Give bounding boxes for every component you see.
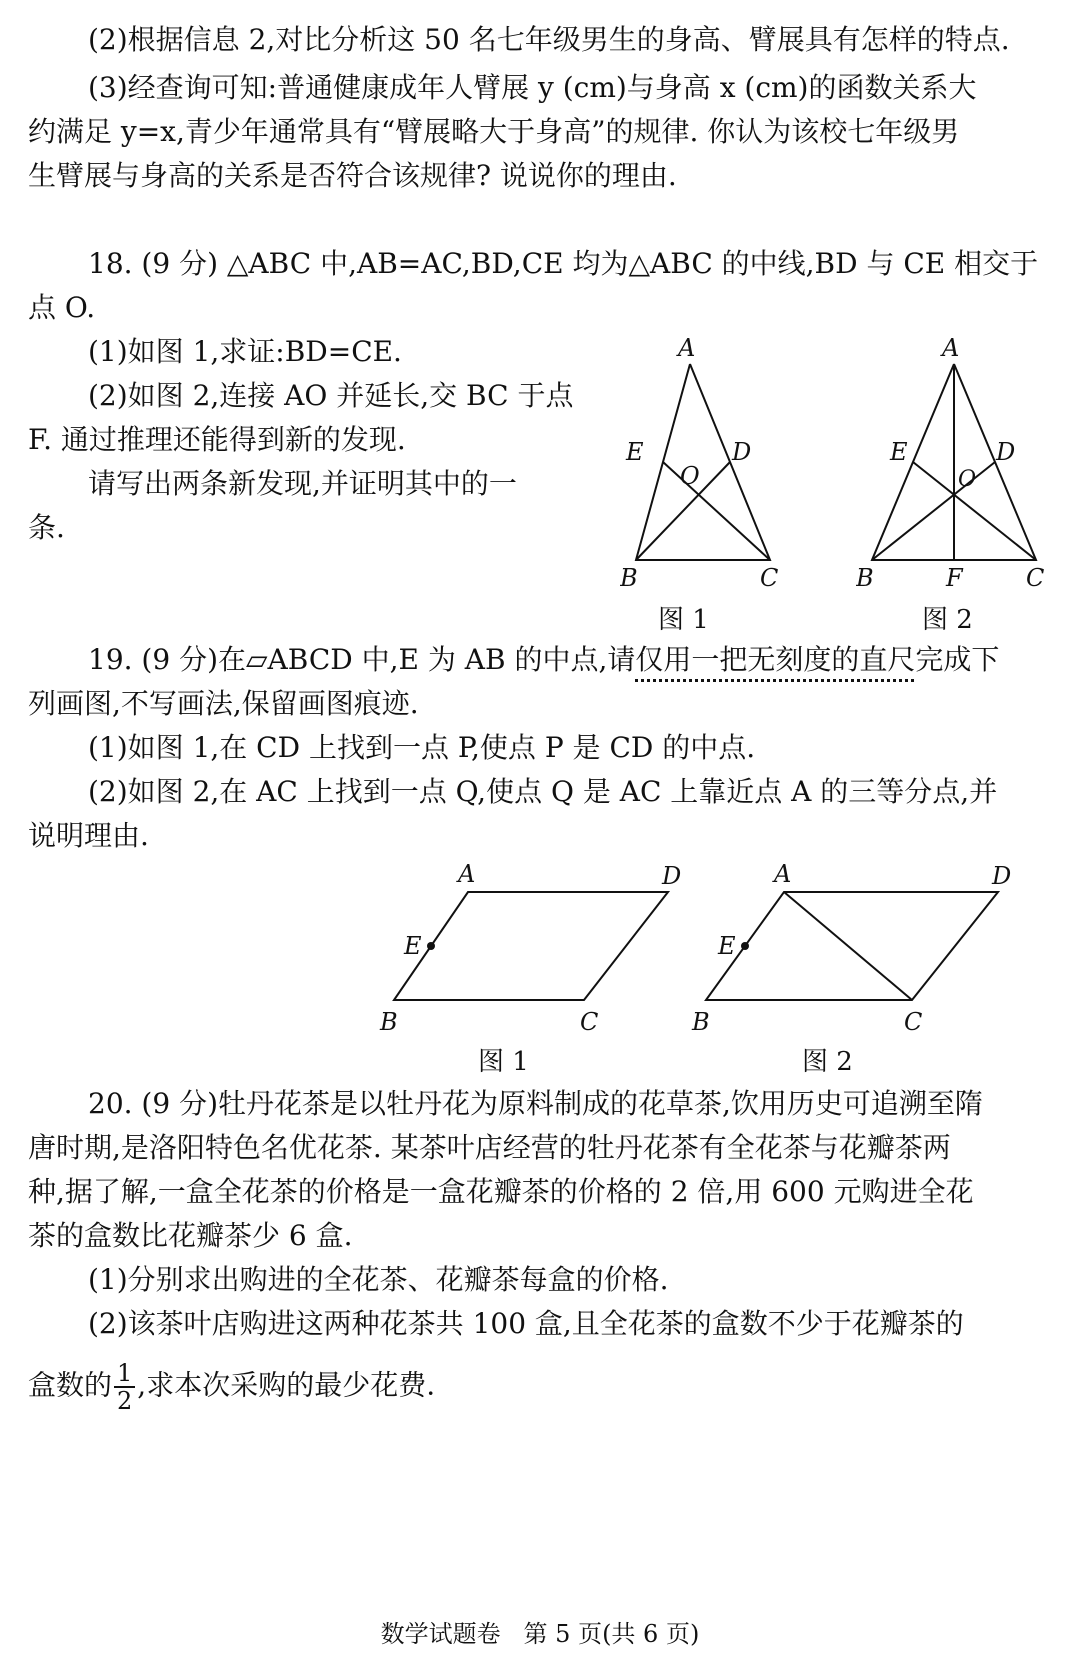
q19-emphasis <box>635 643 915 676</box>
label-B: B <box>620 564 638 592</box>
q20-stem-line4: 茶的盒数比花瓣茶少 6 盒. <box>28 1219 353 1252</box>
label-O: O <box>680 462 700 490</box>
label-A: A <box>942 336 960 362</box>
label-B: B <box>380 1008 398 1036</box>
label-O: O <box>958 467 977 492</box>
label-A: A <box>458 860 476 888</box>
fraction-denominator: 2 <box>117 1387 133 1415</box>
fraction-one-half <box>114 1360 135 1414</box>
q18-part2-line2: F. 通过推理还能得到新的发现. <box>28 423 406 456</box>
q19-figure-1 <box>378 860 698 1082</box>
label-F: F <box>946 564 963 592</box>
q17-part2: (2)根据信息 2,对比分析这 50 名七年级男生的身高、臂展具有怎样的特点. <box>88 23 1010 56</box>
figure-caption: 图 2 <box>922 605 973 635</box>
figure-caption: 图 2 <box>802 1047 853 1077</box>
point-E <box>741 942 749 950</box>
label-E: E <box>404 932 422 960</box>
q19-stem-part-a: 19. (9 分)在▱ABCD 中,E 为 AB 的中点,请 <box>88 643 636 676</box>
diagonal-AC <box>784 892 912 1000</box>
label-E: E <box>718 932 736 960</box>
q17-part3-line1: (3)经查询可知:普通健康成年人臂展 y (cm)与身高 x (cm)的函数关系大 <box>88 71 977 104</box>
q20-stem-line1: 20. (9 分)牡丹花茶是以牡丹花为原料制成的花草茶,饮用历史可追溯至隋 <box>88 1087 983 1120</box>
label-D: D <box>992 862 1012 890</box>
figure-caption: 图 1 <box>478 1047 529 1077</box>
q19-part2-line1: (2)如图 2,在 AC 上找到一点 Q,使点 Q 是 AC 上靠近点 A 的三等分点,并 <box>88 775 998 808</box>
label-E: E <box>890 438 908 466</box>
q18-stem-line1: 18. (9 分) △ABC 中,AB=AC,BD,CE 均为△ABC 的中线,BD 与 CE 相交于 <box>88 247 1039 280</box>
label-B: B <box>692 1008 710 1036</box>
q19-stem-part-c: 完成下 <box>915 643 1000 676</box>
label-A: A <box>774 860 792 888</box>
q20-part2-text-a: 盒数的 <box>28 1368 113 1402</box>
q19-emphasis-text: 仅用一把无刻度的直尺 <box>635 643 916 676</box>
parallelogram-ABCD <box>706 892 998 1000</box>
median-BD <box>872 462 995 560</box>
q17-part3-line2: 约满足 y=x,青少年通常具有“臂展略大于身高”的规律. 你认为该校七年级男 <box>28 115 960 148</box>
label-D: D <box>662 862 682 890</box>
label-E: E <box>626 438 644 466</box>
q17-part3-line3: 生臂展与身高的关系是否符合该规律? 说说你的理由. <box>28 159 677 192</box>
q18-part3-line1: 请写出两条新发现,并证明其中的一 <box>88 467 517 500</box>
label-C: C <box>1026 564 1045 592</box>
q18-part1: (1)如图 1,求证:BD=CE. <box>88 335 402 368</box>
page-footer: 数学试题卷 第 5 页(共 6 页) <box>380 1620 700 1648</box>
q18-figure-2 <box>856 336 1056 642</box>
parallelogram-ABCD <box>394 892 668 1000</box>
label-A: A <box>678 336 696 362</box>
label-C: C <box>760 564 779 592</box>
q19-figure-2 <box>690 860 1030 1082</box>
q19-stem-line1 <box>88 642 1040 678</box>
label-D: D <box>996 438 1016 466</box>
q18-figure-1 <box>620 336 820 642</box>
point-E <box>427 942 435 950</box>
label-B: B <box>856 564 874 592</box>
label-D: D <box>732 438 752 466</box>
q20-part2-text-b: ,求本次采购的最少花费. <box>137 1368 436 1402</box>
label-C: C <box>904 1008 923 1036</box>
q19-stem-line2: 列画图,不写画法,保留画图痕迹. <box>28 687 419 720</box>
fraction-numerator: 1 <box>114 1360 135 1388</box>
q20-part1: (1)分别求出购进的全花茶、花瓣茶每盒的价格. <box>88 1263 669 1296</box>
q18-stem-line2: 点 O. <box>28 291 96 324</box>
figure-caption: 图 1 <box>658 605 709 635</box>
label-C: C <box>580 1008 599 1036</box>
q20-stem-line2: 唐时期,是洛阳特色名优花茶. 某茶叶店经营的牡丹花茶有全花茶与花瓣茶两 <box>28 1131 951 1164</box>
q20-part2-line2 <box>28 1360 1040 1414</box>
q19-part1: (1)如图 1,在 CD 上找到一点 P,使点 P 是 CD 的中点. <box>88 731 756 764</box>
q18-part2-line1: (2)如图 2,连接 AO 并延长,交 BC 于点 <box>88 379 574 412</box>
q18-part3-line2: 条. <box>28 511 65 544</box>
q20-stem-line3: 种,据了解,一盒全花茶的价格是一盒花瓣茶的价格的 2 倍,用 600 元购进全花 <box>28 1175 974 1208</box>
q19-part2-line2: 说明理由. <box>28 819 149 852</box>
q20-part2-line1: (2)该茶叶店购进这两种花茶共 100 盒,且全花茶的盒数不少于花瓣茶的 <box>88 1307 964 1340</box>
